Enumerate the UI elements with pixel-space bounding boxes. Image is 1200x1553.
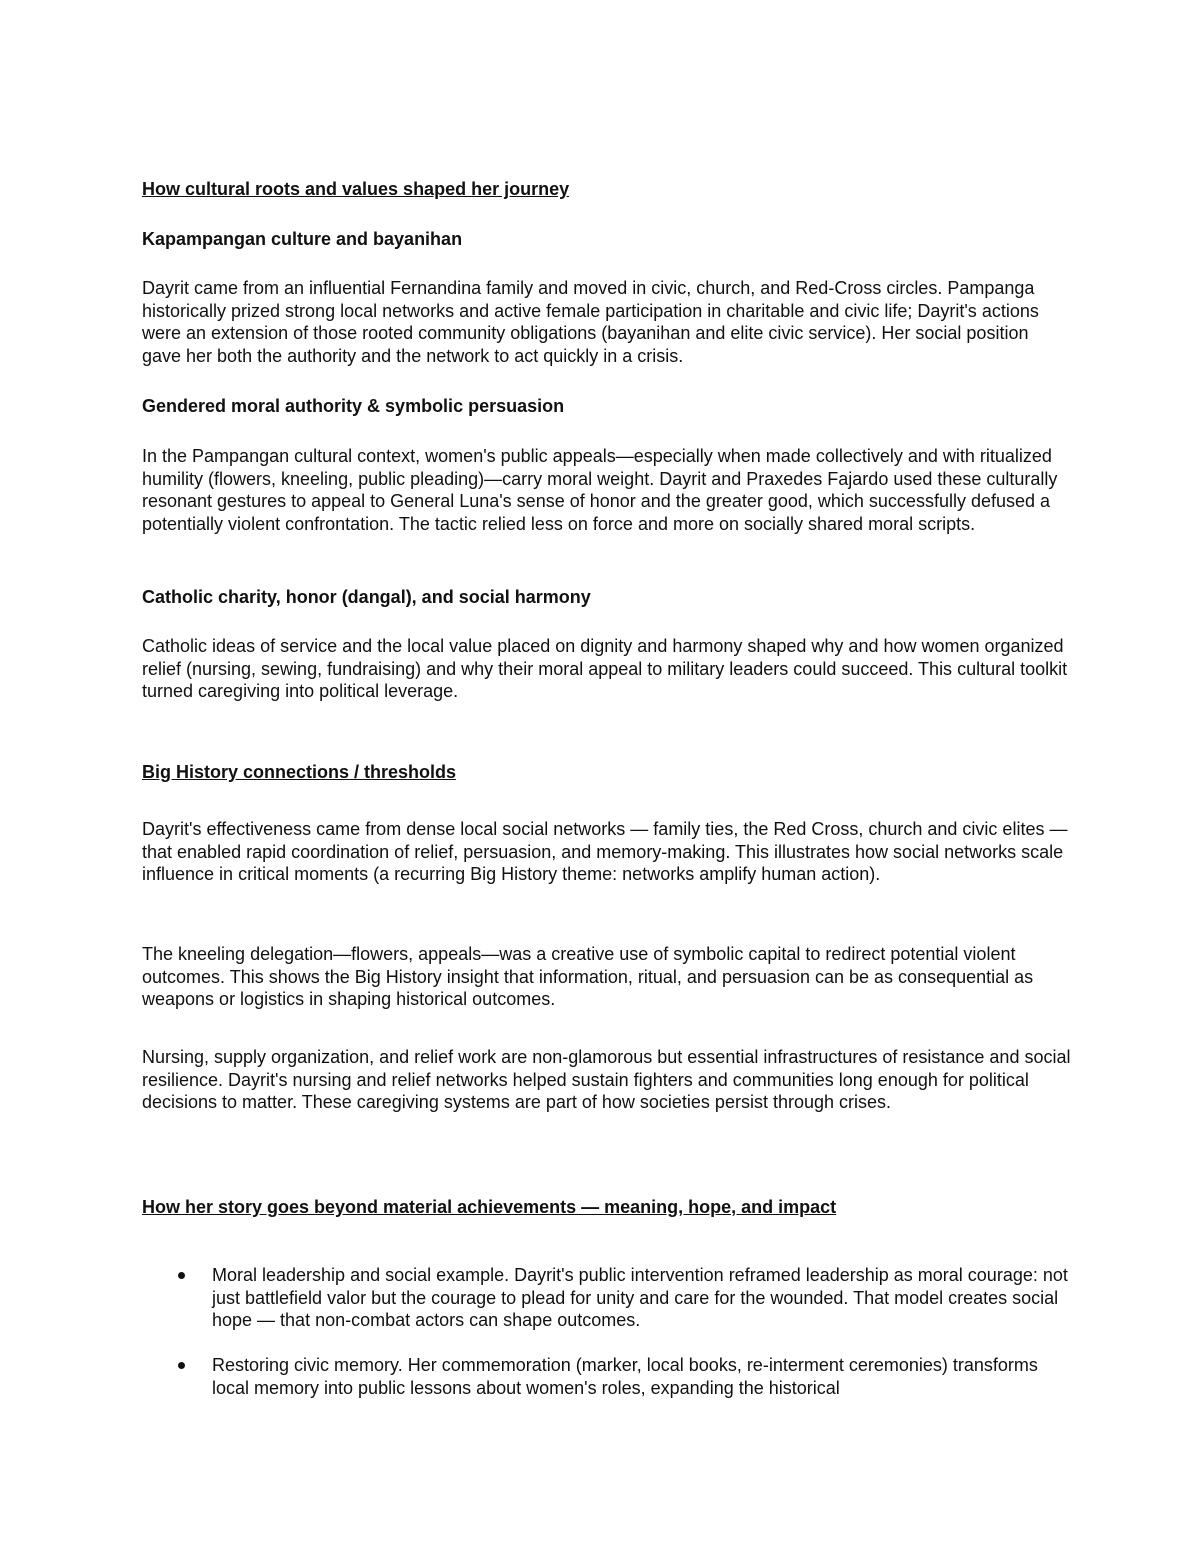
paragraph-gendered-moral-authority: In the Pampangan cultural context, women's public appeals—especially when made collectively and with ritualized humility (flowers, kneeling, public pleading)—carry moral weight. Dayrit and Praxedes Fajardo used these culturally resonant gestures to appeal to General Luna's sense of honor and the greater good, which successfully defused a potentially violent confrontation. The tactic relied less on force and more on socially shared moral scripts. (142, 446, 1058, 534)
subsection-title-gendered-moral-authority: Gendered moral authority & symbolic persuasion (142, 396, 565, 416)
paragraph-catholic-charity: Catholic ideas of service and the local value placed on dignity and harmony shaped why and how women organized relief (nursing, sewing, fundraising) and why their moral appeal to military leaders could succeed. This cultural toolkit turned caregiving into political leverage. (142, 636, 1068, 701)
paragraph-kapampangan: Dayrit came from an influential Fernandina family and moved in civic, church, and Red-Cross circles. Pampanga historically prized strong local networks and active female participation in charitable and civic life; Dayrit's actions were an extension of those rooted community obligations (bayanihan and elite civic service). Her social position gave her both the authority and the network to act quickly in a crisis. (142, 278, 1039, 366)
bullet-icon (178, 1362, 185, 1369)
paragraph-big-history-symbolic: The kneeling delegation—flowers, appeals—was a creative use of symbolic capital to redirect potential violent outcomes. This shows the Big History insight that information, ritual, and persuasion can be as consequential as weapons or logistics in shaping historical outcomes. (142, 944, 1034, 1009)
paragraph-big-history-caregiving: Nursing, supply organization, and relief work are non-glamorous but essential infrastructures of resistance and social resilience. Dayrit's nursing and relief networks helped sustain fighters and communities long enough for political decisions to matter. These caregiving systems are part of how societies persist through crises. (142, 1047, 1071, 1112)
bullet-text-moral-leadership: Moral leadership and social example. Dayrit's public intervention reframed leadership as moral courage: not just battlefield valor but the courage to plead for unity and care for the wounded. That model creates social hope — that non-combat actors can shape outcomes. (212, 1265, 1068, 1330)
paragraph-big-history-networks: Dayrit's effectiveness came from dense local social networks — family ties, the Red Cross, church and civic elites — that enabled rapid coordination of relief, persuasion, and memory-making. This illustrates how social networks scale influence in critical moments (a recurring Big History theme: networks amplify human action). (142, 819, 1068, 884)
section-heading-big-history: Big History connections / thresholds (142, 762, 457, 782)
bullet-text-civic-memory: Restoring civic memory. Her commemoration (marker, local books, re-interment ceremonies) transforms local memory into public lessons about women's roles, expanding the historical (212, 1355, 1038, 1398)
section-heading-beyond-material: How her story goes beyond material achievements — meaning, hope, and impact (142, 1197, 837, 1217)
bullet-icon (178, 1272, 185, 1279)
section-heading-cultural-roots: How cultural roots and values shaped her journey (142, 179, 570, 199)
subsection-title-catholic-charity: Catholic charity, honor (dangal), and social harmony (142, 587, 591, 607)
subsection-title-kapampangan: Kapampangan culture and bayanihan (142, 229, 463, 249)
